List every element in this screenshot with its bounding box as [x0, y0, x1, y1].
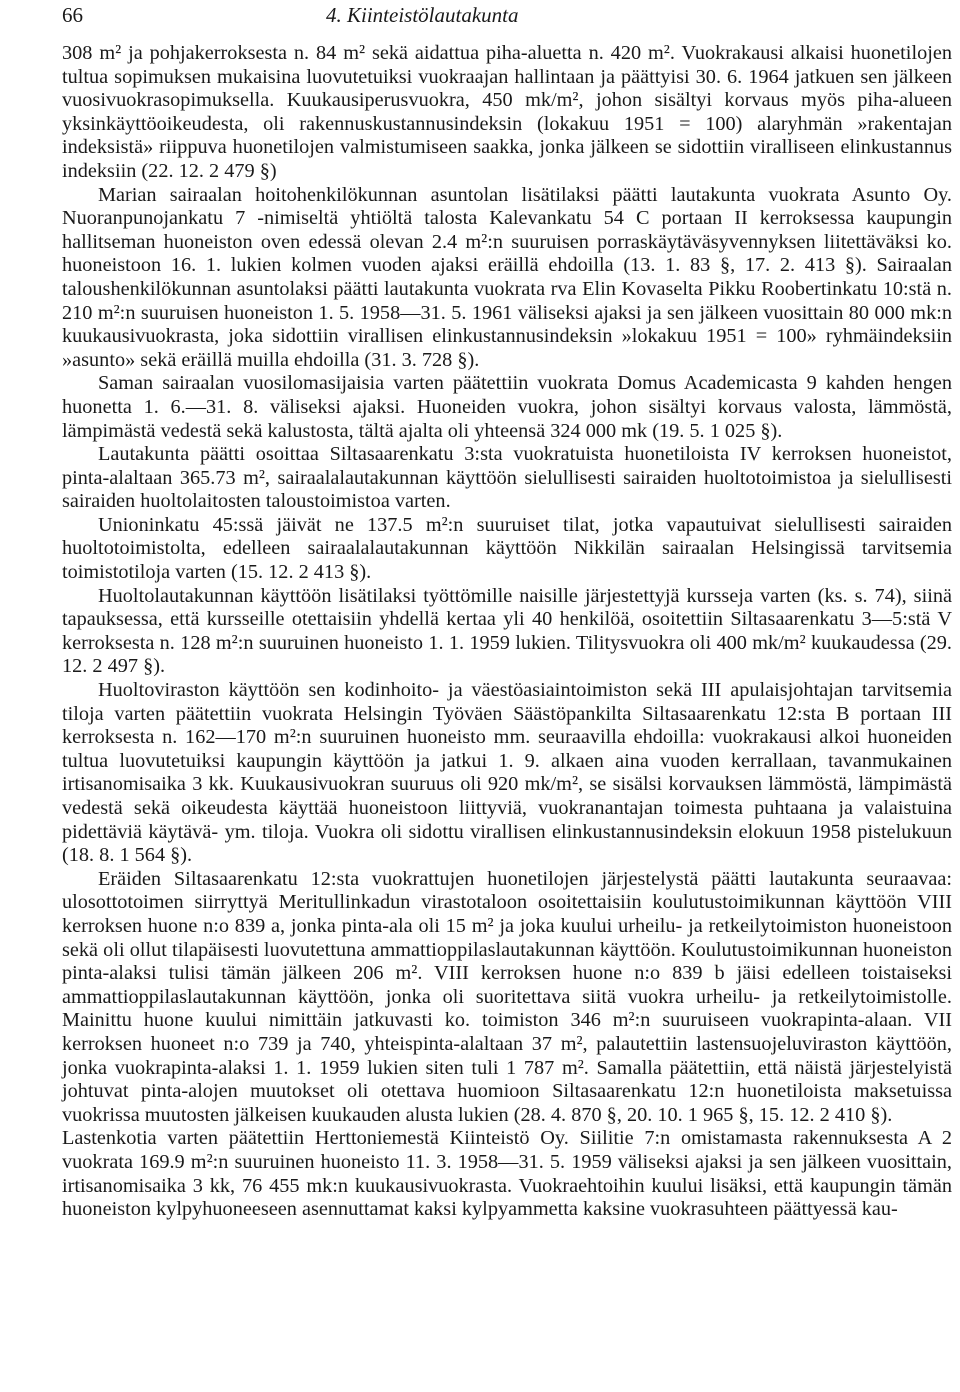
paragraph: Lautakunta päätti osoittaa Siltasaarenkatu 3:sta vuokratuista huonetiloista IV kerroksen huoneistot, pinta-alaltaan 365.73 m², sairaalalautakunnan käyttöön sielullisesti sairaiden huoltotoimistoa ja sielullisesti sairaiden huoltolaitosten taloustoimistoa varten. [62, 443, 952, 513]
document-page [62, 0, 952, 1222]
paragraph: Unioninkatu 45:ssä jäivät ne 137.5 m²:n suuruiset tilat, jotka vapautuivat sielullisesti sairaiden huoltotoimistolta, edelleen sairaalalautakunnan käyttöön Nikkilän sairaalan Helsingissä tarvitsemia toimistotiloja varten (15. 12. 2 413 §). [62, 513, 952, 584]
paragraph: 308 m² ja pohjakerroksesta n. 84 m² sekä aidattua piha-aluetta n. 420 m². Vuokrakausi alkaisi huonetilojen tultua sopimuksen mukaisina luovutetuiksi vuokraajan hallintaan ja päättyisi 30. 6. 1964 jatkuen sen jälkeen vuosivuokrasopimuksella. Kuukausiperusvuokra, 450 mk/m², johon sisältyi korvaus myös piha-alueen yksinkäyttöoikeudesta, oli rakennuskustannusindeksin (lokakuu 1951 = 100) alaryhmän »rakentajan indeksistä» riippuva huonetilojen valmistumiseen saakka, jonka jälkeen se sidottiin viralliseen elinkustannus indeksiin (22. 12. 2 479 §) [62, 42, 952, 182]
body-text [62, 42, 952, 1222]
paragraph: Lastenkotia varten päätettiin Herttoniemestä Kiinteistö Oy. Siilitie 7:n omistamasta rakennuksesta A 2 vuokrata 169.9 m²:n suuruinen huoneisto 11. 3. 1958—31. 5. 1959 väliseksi ajaksi ja sen jälkeen vuosittain, irtisanomisaika 3 kk, 76 455 mk:n kuukausivuokrasta. Vuokraehtoihin kuului lisäksi, että kaupungin tämän huoneiston kylpyhuoneeseen asennuttamat kaksi kylpyammetta kaksine vuokrasuhteen päättyessä kau- [62, 1127, 952, 1221]
paragraph: Eräiden Siltasaarenkatu 12:sta vuokrattujen huonetilojen järjestelystä päätti lautakunta seuraavaa: ulosottotoimen siirryttyä Meritullinkadun virastotaloon osoitettaisiin koulutustoimikunnan käyttöön VIII kerroksen huone n:o 839 a, jonka pinta-ala oli 15 m² ja joka kuului urheilu- ja retkeilytoimiston huoneistoon sekä oli ollut tilapäisesti luovutettuna ammattioppilaslautakunnan käyttöön. Koulutustoimikunnan huoneiston pinta-alaksi tulisi tämän jälkeen 206 m². VIII kerroksen huone n:o 839 b jäisi edelleen toistaiseksi ammattioppilaslautakunnan käyttöön, jonka oli suoritettava siitä vuokra urheilu- ja retkeilytoimistolle. Mainittu huone kuului nimittäin jatkuvasti ko. toimiston 346 m²:n suuruiseen vuokrapinta-alaan. VII kerroksen huoneet n:o 739 ja 740, yhteispinta-alaltaan 37 m², palautettiin lastensuojeluviraston käyttöön, jonka vuokrapinta-alaksi 1. 1. 1959 lukien siten tuli 1 787 m². Samalla päätettiin, että näistä järjestelyistä johtuvat pinta-alojen muutokset oli otettava huomioon Siltasaarenkatu 12:n huonetiloista maksetuissa vuokrissa muutosten jälkeisen kuukauden alusta lukien (28. 4. 870 §, 20. 10. 1 965 §, 15. 12. 2 410 §). [62, 867, 952, 1126]
paragraph: Huoltolautakunnan käyttöön lisätilaksi työttömille naisille järjestettyjä kursseja varten (ks. s. 74), siinä tapauksessa, että kursseille otettaisiin yhdellä kertaa yli 40 henkilöä, osoitettiin Siltasaarenkatu 3—5:stä V kerroksesta n. 128 m²:n suuruinen huoneisto 1. 1. 1959 lukien. Tilitysvuokra oli 400 mk/m² kuukaudessa (29. 12. 2 497 §). [62, 584, 952, 678]
running-header [62, 0, 952, 30]
paragraph: Huoltoviraston käyttöön sen kodinhoito- ja väestöasiaintoimiston sekä III apulaisjohtajan tarvitsemia tiloja varten päätettiin vuokrata Helsingin Työväen Säästöpankilta Siltasaarenkatu 12:sta B portaan III kerroksesta n. 162—170 m²:n suuruinen huoneisto mm. seuraavilla ehdoilla: vuokrakausi alkoi huoneiden tultua luovutetuiksi kaupungin käyttöön ja jatkui 1. 9. alkaen aina vuoden kerrallaan, tavanmukainen irtisanomisaika 3 kk. Kuukausivuokran suuruus oli 920 mk/m², se sisälsi korvauksen lämmöstä, lämpimästä vedestä sekä oikeudesta käyttää huoneistoon liittyviä, vuokranantajan toimesta puhtaana ja valaistuina pidettäviä käytävä- ym. tiloja. Vuokra oli sidottu virallisen elinkustannusindeksin elokuun 1958 pistelukuun (18. 8. 1 564 §). [62, 679, 952, 867]
section-title: 4. Kiinteistölautakunta [326, 3, 519, 27]
paragraph: Saman sairaalan vuosilomasijaisia varten päätettiin vuokrata Domus Academicasta 9 kahden hengen huonetta 1. 6.—31. 8. väliseksi ajaksi. Huoneiden vuokra, johon sisältyi korvaus valosta, lämmöstä, lämpimästä vedestä sekä kalustosta, tältä ajalta oli yhteensä 324 000 mk (19. 5. 1 025 §). [62, 372, 952, 442]
page-number: 66 [62, 3, 83, 27]
paragraph: Marian sairaalan hoitohenkilökunnan asuntolan lisätilaksi päätti lautakunta vuokrata Asunto Oy. Nuoranpunojankatu 7 -nimiseltä yhtiöltä talosta Kalevankatu 54 C portaan II kerroksessa kaupungin hallitseman huoneiston oven edessä olevan 2.4 m²:n suuruisen porraskäytäväsyvennyksen liitettäväksi ko. huoneistoon 16. 1. lukien kolmen vuoden ajaksi eräillä ehdoilla (13. 1. 83 §, 17. 2. 413 §). Sairaalan taloushenkilökunnan asuntolaksi päätti lautakunta vuokrata rva Elin Kovaselta Pikku Roobertinkatu 10:stä n. 210 m²:n suuruisen huoneiston 1. 5. 1958—31. 5. 1961 väliseksi ajaksi ja sen jälkeen vuosittain 80 000 mk:n kuukausivuokrasta, joka sidottiin virallisen elinkustannusindeksin »lokakuu 1951 = 100» ryhmäindeksiin »asunto» sekä eräillä muilla ehdoilla (31. 3. 728 §). [62, 183, 952, 371]
